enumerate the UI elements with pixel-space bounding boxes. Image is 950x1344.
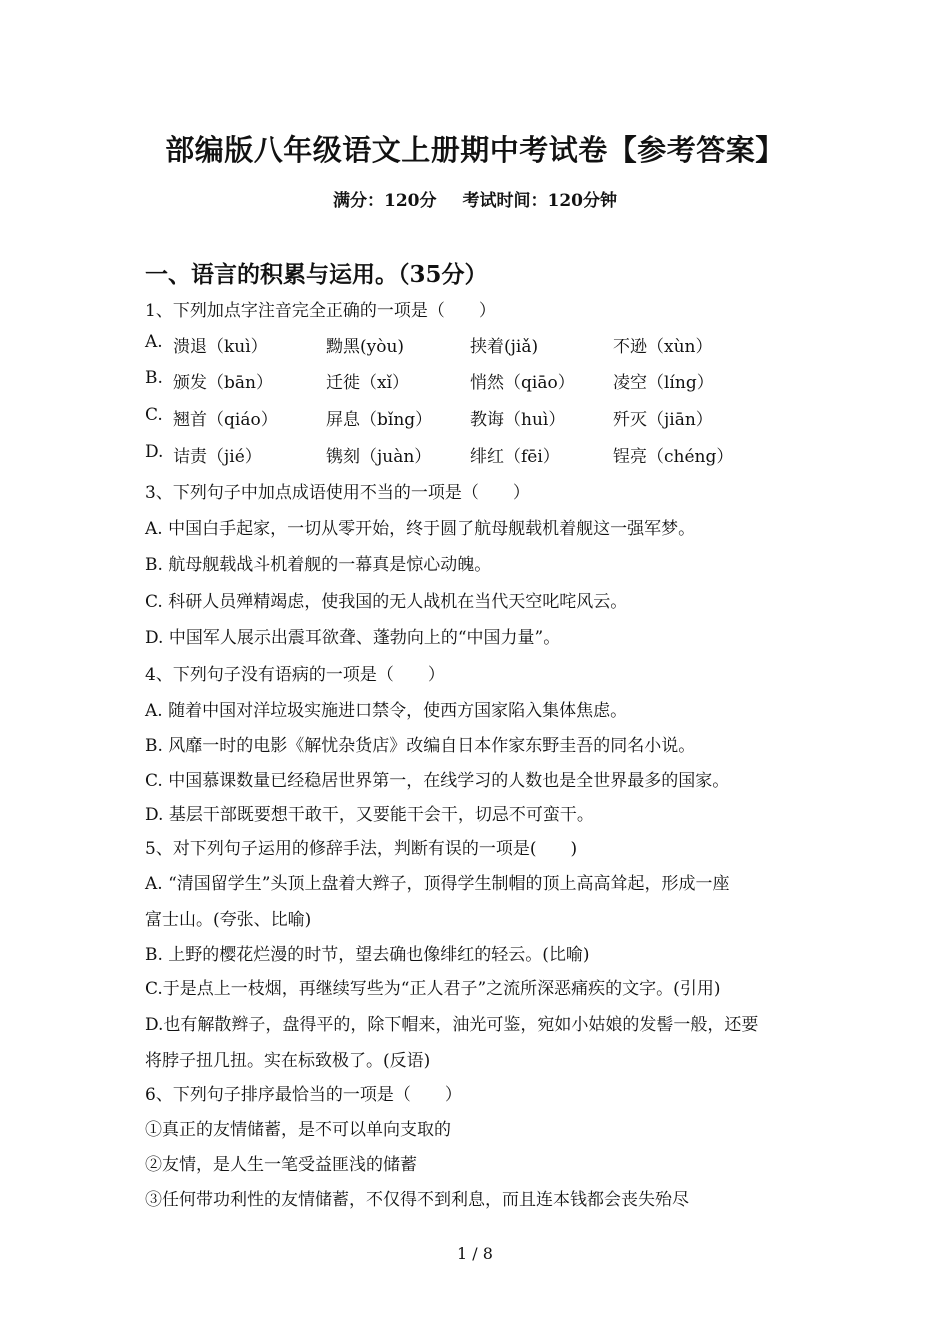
option-item: 教诲（huì） <box>470 410 566 430</box>
question-5-stem: 5、对下列句子运用的修辞手法，判断有误的一项是( ) <box>145 839 578 859</box>
question-3-option-c: C. 科研人员殚精竭虑，使我国的无人战机在当代天空叱咤风云。 <box>145 592 628 612</box>
question-5-option-d: D.也有解散辫子，盘得平的，除下帽来，油光可鉴，宛如小姑娘的发髻一般，还要 <box>145 1015 759 1035</box>
question-4-option-d: D. 基层干部既要想干敢干，又要能干会干，切忌不可蛮干。 <box>145 805 594 825</box>
question-4-option-b: B. 风靡一时的电影《解忧杂货店》改编自日本作家东野圭吾的同名小说。 <box>145 736 696 756</box>
question-4-option-a: A. 随着中国对洋垃圾实施进口禁令，使西方国家陷入集体焦虑。 <box>145 701 628 721</box>
question-6-sentence-2: ②友情，是人生一笔受益匪浅的储蓄 <box>145 1155 417 1175</box>
question-3-option-b: B. 航母舰载战斗机着舰的一幕真是惊心动魄。 <box>145 555 492 575</box>
option-item: 溃退（kuì） <box>173 337 268 357</box>
exam-info <box>0 186 950 211</box>
option-label: B. <box>145 368 163 388</box>
option-item: 诘责（jié） <box>173 447 262 467</box>
option-item: 翘首（qiáo） <box>173 410 278 430</box>
option-item: 锃亮（chéng） <box>613 447 734 467</box>
page-title: 部编版八年级语文上册期中考试卷【参考答案】 <box>165 133 785 167</box>
total-score: 满分：120分 <box>333 191 437 211</box>
question-4-option-c: C. 中国慕课数量已经稳居世界第一，在线学习的人数也是全世界最多的国家。 <box>145 771 730 791</box>
question-3-stem: 3、下列句子中加点成语使用不当的一项是（ ） <box>145 483 530 503</box>
option-label: C. <box>145 405 163 425</box>
question-5-option-d-cont: 将脖子扭几扭。实在标致极了。(反语) <box>145 1051 431 1071</box>
question-5-option-a: A. “清国留学生”头顶上盘着大辫子，顶得学生制帽的顶上高高耸起，形成一座 <box>145 874 730 894</box>
option-item: 屏息（bǐng） <box>326 410 433 430</box>
option-item: 凌空（líng） <box>613 373 714 393</box>
option-item: 黝黑(yòu) <box>326 337 405 357</box>
question-6-sentence-1: ①真正的友情储蓄，是不可以单向支取的 <box>145 1120 451 1140</box>
question-5-option-a-cont: 富士山。(夸张、比喻) <box>145 910 312 930</box>
question-3-option-d: D. 中国军人展示出震耳欲聋、蓬勃向上的“中国力量”。 <box>145 628 561 648</box>
exam-time: 考试时间：120分钟 <box>462 191 617 211</box>
option-item: 挟着(jiǎ) <box>470 337 539 357</box>
option-item: 颁发（bān） <box>173 373 273 393</box>
question-3-option-a: A. 中国白手起家，一切从零开始，终于圆了航母舰载机着舰这一强军梦。 <box>145 519 696 539</box>
question-6-sentence-3: ③任何带功利性的友情储蓄，不仅得不到利息，而且连本钱都会丧失殆尽 <box>145 1190 689 1210</box>
option-item: 迁徙（xǐ） <box>326 373 410 393</box>
option-item: 歼灭（jiān） <box>613 410 713 430</box>
question-4-stem: 4、下列句子没有语病的一项是（ ） <box>145 665 445 685</box>
question-1-stem: 1、下列加点字注音完全正确的一项是（ ） <box>145 301 496 321</box>
option-item: 悄然（qiāo） <box>470 373 575 393</box>
option-item: 绯红（fēi） <box>470 447 560 467</box>
question-6-stem: 6、下列句子排序最恰当的一项是（ ） <box>145 1085 462 1105</box>
section-heading: 一、语言的积累与运用。（35分） <box>145 261 488 288</box>
question-5-option-c: C.于是点上一枝烟，再继续写些为“正人君子”之流所深恶痛疾的文字。(引用) <box>145 979 721 999</box>
page-number: 1 / 8 <box>457 1244 493 1263</box>
option-label: D. <box>145 442 164 462</box>
option-label: A. <box>145 332 163 352</box>
question-5-option-b: B. 上野的樱花烂漫的时节，望去确也像绯红的轻云。(比喻) <box>145 945 590 965</box>
option-item: 镌刻（juàn） <box>326 447 432 467</box>
option-item: 不逊（xùn） <box>613 337 713 357</box>
